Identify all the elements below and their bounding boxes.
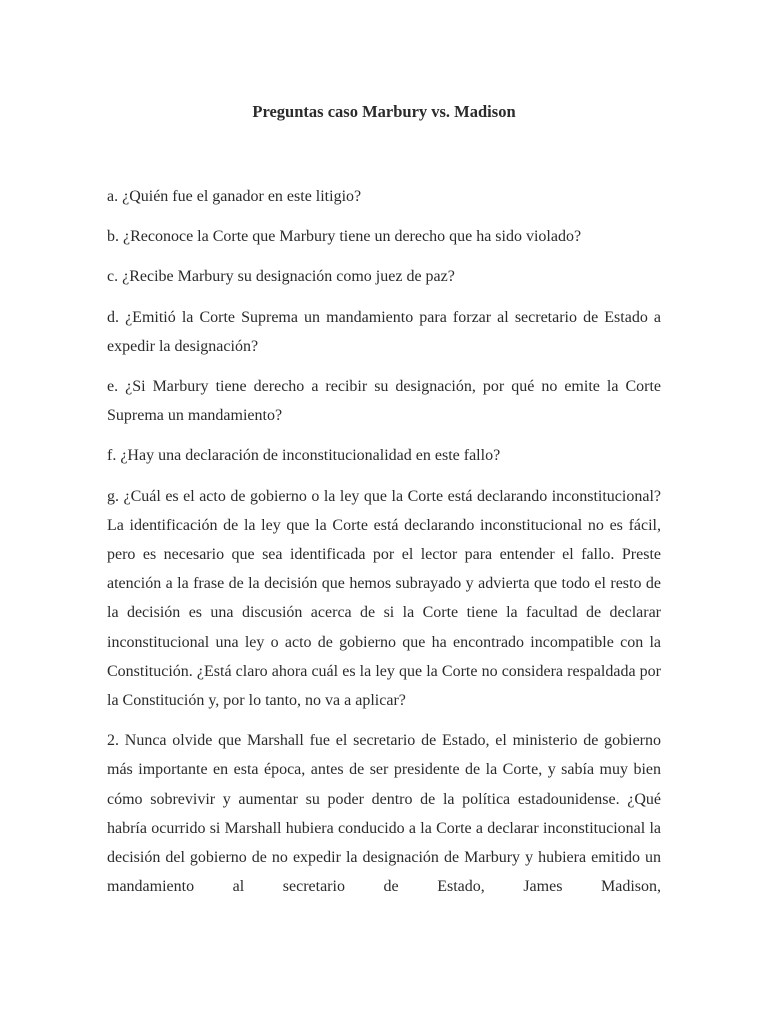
question-c: c. ¿Recibe Marbury su designación como juez de paz?: [107, 268, 455, 286]
question-d: d. ¿Emitió la Corte Suprema un mandamiento para forzar al secretario de Estado a expedir la designación?: [107, 308, 661, 355]
question-e: e. ¿Si Marbury tiene derecho a recibir su designación, por qué no emite la Corte Suprema un mandamiento?: [107, 378, 661, 425]
question-f: f. ¿Hay una declaración de inconstitucionalidad en este fallo?: [107, 447, 501, 465]
question-b: b. ¿Reconoce la Corte que Marbury tiene un derecho que ha sido violado?: [107, 228, 582, 246]
question-list: [107, 182, 661, 912]
question-a: a. ¿Quién fue el ganador en este litigio?: [107, 188, 362, 205]
question-g: g. ¿Cuál es el acto de gobierno o la ley que la Corte está declarando inconstitucional? La identificación de la ley que la Corte está declarando inconstitucional no es fácil, pero es necesario que sea identificada por el lector para entender el fallo. Preste atención a la frase de la decisión que hemos subrayado y advierta que todo el resto de la decisión es una discusión acerca de si la Corte tiene la facultad de declarar inconstitucional una ley o acto de gobierno que ha encontrado incompatible con la Constitución. ¿Está claro ahora cuál es la ley que la Corte no considera respaldada por la Constitución y, por lo tanto, no va a aplicar?: [107, 487, 661, 710]
question-2: 2. Nunca olvide que Marshall fue el secretario de Estado, el ministerio de gobierno más importante en esta época, antes de ser presidente de la Corte, y sabía muy bien cómo sobrevivir y aumentar su poder dentro de la política estadounidense. ¿Qué habría ocurrido si Marshall hubiera conducido a la Corte a declarar inconstitucional la decisión del gobierno de no expedir la designación de Marbury y hubiera emitido un mandamiento al secretario de Estado, James Madison,: [107, 732, 661, 896]
document-title: Preguntas caso Marbury vs. Madison: [252, 102, 516, 121]
